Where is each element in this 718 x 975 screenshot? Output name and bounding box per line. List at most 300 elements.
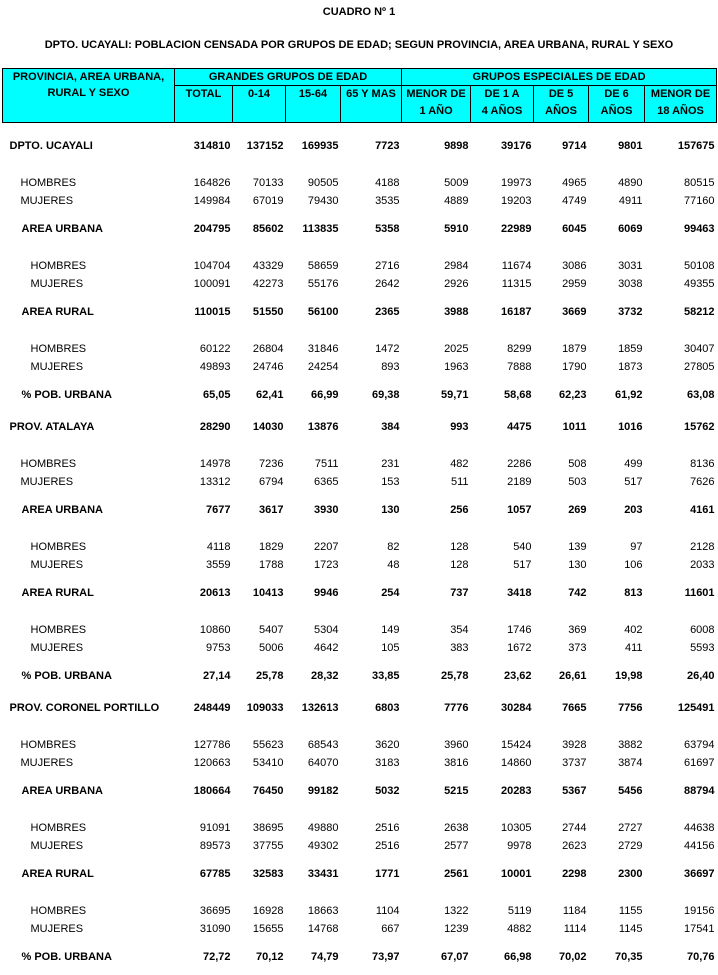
cell: 20283 xyxy=(500,785,532,797)
cell: 43329 xyxy=(252,260,284,272)
header-col-5-anos: DE 5 AÑOS xyxy=(534,86,589,123)
cell: 3620 xyxy=(375,739,400,751)
cell: 97 xyxy=(630,541,643,553)
cell: 7888 xyxy=(507,361,532,373)
table-row xyxy=(3,717,717,754)
cell: 53410 xyxy=(252,757,284,769)
table-row xyxy=(3,473,717,491)
cell: 2577 xyxy=(444,840,469,852)
table-row xyxy=(3,210,717,238)
cell: 6365 xyxy=(314,476,339,488)
cell: 2033 xyxy=(690,559,715,571)
cell: 14860 xyxy=(500,757,532,769)
cell: 55176 xyxy=(307,278,339,290)
row-label: HOMBRES xyxy=(20,177,77,189)
cell: 7236 xyxy=(259,458,284,470)
cell: 39176 xyxy=(500,140,532,152)
cell: 58212 xyxy=(683,306,715,318)
row-label: % POB. URBANA xyxy=(21,670,112,682)
cell: 88794 xyxy=(683,785,715,797)
cell: 90505 xyxy=(307,177,339,189)
header-col-menor-18-anos: MENOR DE 18 AÑOS xyxy=(645,86,717,123)
table-row xyxy=(3,238,717,275)
cell: 4890 xyxy=(618,177,643,189)
cell: 4118 xyxy=(206,541,231,553)
cell: 499 xyxy=(624,458,643,470)
cell: 104704 xyxy=(193,260,231,272)
table-row xyxy=(3,376,717,404)
cell: 11674 xyxy=(501,260,532,272)
cell: 9978 xyxy=(507,840,532,852)
cell: 5358 xyxy=(375,223,400,235)
cell: 3960 xyxy=(444,739,469,751)
cell: 13876 xyxy=(307,421,339,433)
cell: 10001 xyxy=(500,868,532,880)
cell: 3559 xyxy=(206,559,231,571)
header-col-0-14: 0-14 xyxy=(233,86,286,123)
cell: 113835 xyxy=(302,223,339,235)
cell: 204795 xyxy=(193,223,231,235)
cell: 44638 xyxy=(683,822,715,834)
cell: 26,40 xyxy=(687,670,715,682)
table-row xyxy=(3,883,717,920)
cell: 2729 xyxy=(618,840,643,852)
cell: 411 xyxy=(625,642,643,654)
cell: 1963 xyxy=(444,361,469,373)
cell: 61,92 xyxy=(615,389,643,401)
cell: 482 xyxy=(450,458,469,470)
cell: 3669 xyxy=(562,306,587,318)
cell: 76450 xyxy=(252,785,284,797)
row-label: HOMBRES xyxy=(20,739,77,751)
row-label: % POB. URBANA xyxy=(21,389,112,401)
row-label: HOMBRES xyxy=(30,905,87,917)
cell: 373 xyxy=(568,642,587,654)
cell: 105 xyxy=(381,642,400,654)
cell: 36695 xyxy=(199,905,231,917)
cell: 1829 xyxy=(259,541,284,553)
cell: 9714 xyxy=(562,140,587,152)
cell: 68543 xyxy=(307,739,339,751)
table-row xyxy=(3,556,717,574)
row-label: MUJERES xyxy=(20,757,74,769)
cell: 1771 xyxy=(375,868,400,880)
cell: 5119 xyxy=(507,905,532,917)
cell: 256 xyxy=(450,504,469,516)
cell: 23,62 xyxy=(504,670,532,682)
header-group-grandes: GRANDES GRUPOS DE EDAD xyxy=(175,69,402,86)
cell: 26,61 xyxy=(559,670,587,682)
census-table xyxy=(2,68,717,966)
cell: 6008 xyxy=(690,624,715,636)
cell: 10305 xyxy=(500,822,532,834)
cell: 3086 xyxy=(562,260,587,272)
cell: 125491 xyxy=(677,702,715,714)
row-label: MUJERES xyxy=(20,195,74,207)
cell: 3737 xyxy=(562,757,587,769)
header-col-65-y-mas: 65 Y MAS xyxy=(341,86,402,123)
table-row xyxy=(3,685,717,717)
cell: 2365 xyxy=(375,306,400,318)
cell: 1145 xyxy=(618,923,643,935)
table-header xyxy=(3,69,717,123)
cell: 99182 xyxy=(307,785,339,797)
header-stub-line1: PROVINCIA, AREA URBANA, xyxy=(12,71,165,83)
cell: 30284 xyxy=(500,702,532,714)
cell: 517 xyxy=(513,559,532,571)
cell: 51550 xyxy=(252,306,284,318)
cell: 5367 xyxy=(562,785,587,797)
cell: 354 xyxy=(450,624,469,636)
cell: 7665 xyxy=(562,702,587,714)
cell: 2516 xyxy=(375,822,400,834)
cell: 91091 xyxy=(199,822,231,834)
cell: 79430 xyxy=(307,195,339,207)
cell: 58659 xyxy=(307,260,339,272)
cell: 5910 xyxy=(444,223,469,235)
cell: 3418 xyxy=(507,587,532,599)
cell: 4889 xyxy=(444,195,469,207)
cell: 1239 xyxy=(444,923,469,935)
cell: 31090 xyxy=(199,923,231,935)
table-row xyxy=(3,436,717,473)
cell: 127786 xyxy=(193,739,231,751)
cell: 137152 xyxy=(246,140,284,152)
cell: 1672 xyxy=(507,642,532,654)
cell: 269 xyxy=(568,504,587,516)
cell: 3816 xyxy=(444,757,469,769)
row-label: DPTO. UCAYALI xyxy=(9,140,93,152)
cell: 60122 xyxy=(199,343,231,355)
cell: 44156 xyxy=(683,840,715,852)
cell: 9946 xyxy=(314,587,339,599)
header-col-menor-1-ano: MENOR DE 1 AÑO xyxy=(402,86,471,123)
cell: 69,38 xyxy=(372,389,400,401)
table-body xyxy=(3,123,717,967)
row-label: MUJERES xyxy=(30,840,84,852)
cell: 1879 xyxy=(562,343,587,355)
page-subtitle: DPTO. UCAYALI: POBLACION CENSADA POR GRUPOS DE EDAD; SEGUN PROVINCIA, AREA URBANA, RURAL Y SEXO xyxy=(44,39,674,51)
row-label: MUJERES xyxy=(30,642,84,654)
cell: 4882 xyxy=(507,923,532,935)
cell: 813 xyxy=(624,587,643,599)
cell: 3183 xyxy=(375,757,400,769)
cell: 25,78 xyxy=(255,670,284,682)
cell: 55623 xyxy=(252,739,284,751)
cell: 1322 xyxy=(444,905,469,917)
row-label: MUJERES xyxy=(30,361,84,373)
cell: 4749 xyxy=(562,195,587,207)
cell: 1859 xyxy=(618,343,643,355)
row-label: HOMBRES xyxy=(30,260,87,272)
cell: 106 xyxy=(624,559,643,571)
cell: 2207 xyxy=(314,541,339,553)
row-label: MUJERES xyxy=(30,559,84,571)
cell: 130 xyxy=(381,504,400,516)
cell: 1114 xyxy=(563,923,587,935)
table-row xyxy=(3,321,717,358)
cell: 7776 xyxy=(444,702,469,714)
cell: 7677 xyxy=(206,504,231,516)
cell: 742 xyxy=(568,587,587,599)
cell: 384 xyxy=(381,421,400,433)
cell: 1873 xyxy=(618,361,643,373)
cell: 82 xyxy=(387,541,400,553)
cell: 511 xyxy=(451,476,469,488)
cell: 25,78 xyxy=(441,670,469,682)
cell: 63,08 xyxy=(687,389,715,401)
row-label: PROV. CORONEL PORTILLO xyxy=(9,702,160,714)
cell: 19973 xyxy=(500,177,532,189)
cell: 64070 xyxy=(307,757,339,769)
cell: 1057 xyxy=(507,504,532,516)
cell: 22989 xyxy=(500,223,532,235)
header-stub xyxy=(3,69,175,123)
row-label: MUJERES xyxy=(30,278,84,290)
row-label: HOMBRES xyxy=(20,458,77,470)
cell: 383 xyxy=(450,642,469,654)
cell: 100091 xyxy=(193,278,231,290)
cell: 5407 xyxy=(259,624,284,636)
cell: 56100 xyxy=(307,306,339,318)
cell: 15762 xyxy=(683,421,715,433)
row-label: AREA RURAL xyxy=(21,306,94,318)
table-row xyxy=(3,293,717,321)
cell: 3038 xyxy=(618,278,643,290)
cell: 66,98 xyxy=(504,951,532,963)
cell: 203 xyxy=(624,504,643,516)
row-label: HOMBRES xyxy=(30,822,87,834)
row-label: HOMBRES xyxy=(30,343,87,355)
cell: 14978 xyxy=(199,458,231,470)
table-row xyxy=(3,855,717,883)
cell: 7626 xyxy=(690,476,715,488)
cell: 2638 xyxy=(444,822,469,834)
cell: 180664 xyxy=(193,785,231,797)
cell: 10413 xyxy=(252,587,284,599)
cell: 2959 xyxy=(562,278,587,290)
cell: 89573 xyxy=(199,840,231,852)
cell: 27805 xyxy=(683,361,715,373)
cell: 48 xyxy=(387,559,400,571)
row-label: PROV. ATALAYA xyxy=(9,421,95,433)
cell: 667 xyxy=(381,923,400,935)
cell: 5215 xyxy=(444,785,469,797)
cell: 2189 xyxy=(507,476,532,488)
cell: 16187 xyxy=(500,306,532,318)
cell: 1788 xyxy=(259,559,284,571)
cell: 1790 xyxy=(562,361,587,373)
cell: 2128 xyxy=(690,541,715,553)
cell: 33431 xyxy=(307,868,339,880)
cell: 10860 xyxy=(199,624,231,636)
cell: 70,02 xyxy=(559,951,587,963)
cell: 2623 xyxy=(562,840,587,852)
cell: 1746 xyxy=(507,624,532,636)
cell: 49302 xyxy=(307,840,339,852)
cell: 18663 xyxy=(307,905,339,917)
cell: 73,97 xyxy=(372,951,400,963)
cell: 2642 xyxy=(375,278,400,290)
cell: 7756 xyxy=(618,702,643,714)
header-stub-line2: RURAL Y SEXO xyxy=(47,87,130,99)
cell: 58,68 xyxy=(504,389,532,401)
table-row xyxy=(3,754,717,772)
cell: 32583 xyxy=(252,868,284,880)
cell: 67,07 xyxy=(441,951,469,963)
cell: 85602 xyxy=(252,223,284,235)
cell: 4161 xyxy=(690,504,715,516)
cell: 62,23 xyxy=(559,389,587,401)
cell: 13312 xyxy=(199,476,231,488)
cell: 149984 xyxy=(193,195,231,207)
cell: 9801 xyxy=(618,140,643,152)
row-label: AREA URBANA xyxy=(21,785,103,797)
row-label: AREA RURAL xyxy=(21,868,94,880)
cell: 2298 xyxy=(562,868,587,880)
cell: 3617 xyxy=(259,504,284,516)
cell: 77160 xyxy=(683,195,715,207)
cell: 128 xyxy=(450,541,469,553)
header-col-6-anos: DE 6 AÑOS xyxy=(589,86,645,123)
cell: 42273 xyxy=(252,278,284,290)
cell: 24254 xyxy=(307,361,339,373)
cell: 72,72 xyxy=(202,951,231,963)
cell: 369 xyxy=(568,624,587,636)
cell: 517 xyxy=(624,476,643,488)
cell: 50108 xyxy=(683,260,715,272)
cell: 503 xyxy=(568,476,587,488)
cell: 3928 xyxy=(562,739,587,751)
table-row xyxy=(3,657,717,685)
cell: 6803 xyxy=(375,702,400,714)
cell: 80515 xyxy=(683,177,715,189)
cell: 130 xyxy=(568,559,587,571)
table-row xyxy=(3,574,717,602)
header-col-15-64: 15-64 xyxy=(286,86,341,123)
cell: 314810 xyxy=(193,140,231,152)
cell: 20613 xyxy=(199,587,231,599)
cell: 63794 xyxy=(683,739,715,751)
cell: 24746 xyxy=(252,361,284,373)
cell: 3882 xyxy=(618,739,643,751)
row-label: HOMBRES xyxy=(30,541,87,553)
table-row xyxy=(3,491,717,519)
cell: 164826 xyxy=(193,177,231,189)
cell: 231 xyxy=(381,458,400,470)
cell: 2984 xyxy=(444,260,469,272)
cell: 7511 xyxy=(314,458,339,470)
header-group-especiales: GRUPOS ESPECIALES DE EDAD xyxy=(402,69,717,86)
cell: 26804 xyxy=(252,343,284,355)
cell: 59,71 xyxy=(441,389,469,401)
cell: 8136 xyxy=(690,458,715,470)
row-label: AREA URBANA xyxy=(21,504,103,516)
cell: 1011 xyxy=(562,421,587,433)
cell: 3930 xyxy=(314,504,339,516)
cell: 993 xyxy=(450,421,469,433)
cell: 737 xyxy=(450,587,469,599)
cell: 11315 xyxy=(501,278,532,290)
cell: 893 xyxy=(381,361,400,373)
cell: 5593 xyxy=(690,642,715,654)
cell: 19156 xyxy=(683,905,715,917)
cell: 4965 xyxy=(562,177,587,189)
cell: 28,32 xyxy=(310,670,339,682)
cell: 254 xyxy=(381,587,400,599)
cell: 1472 xyxy=(375,343,400,355)
cell: 1723 xyxy=(314,559,339,571)
cell: 67785 xyxy=(199,868,231,880)
row-label: AREA RURAL xyxy=(21,587,94,599)
cell: 14030 xyxy=(252,421,284,433)
cell: 139 xyxy=(568,541,587,553)
cell: 5304 xyxy=(314,624,339,636)
cell: 2300 xyxy=(618,868,643,880)
cell: 3031 xyxy=(618,260,643,272)
cell: 37755 xyxy=(252,840,284,852)
table-row xyxy=(3,837,717,855)
cell: 153 xyxy=(381,476,400,488)
row-label: HOMBRES xyxy=(30,624,87,636)
cell: 157675 xyxy=(677,140,715,152)
cell: 9898 xyxy=(444,140,469,152)
cell: 33,85 xyxy=(372,670,400,682)
cell: 70,12 xyxy=(255,951,284,963)
table-row xyxy=(3,275,717,293)
cell: 4642 xyxy=(314,642,339,654)
cell: 15655 xyxy=(252,923,284,935)
cell: 28290 xyxy=(199,421,231,433)
cell: 508 xyxy=(568,458,587,470)
cell: 5032 xyxy=(375,785,400,797)
row-label: % POB. URBANA xyxy=(21,951,112,963)
cell: 8299 xyxy=(507,343,532,355)
cell: 2727 xyxy=(618,822,643,834)
cell: 49355 xyxy=(683,278,715,290)
cell: 11601 xyxy=(684,587,715,599)
cell: 4475 xyxy=(507,421,532,433)
cell: 128 xyxy=(450,559,469,571)
cell: 74,79 xyxy=(310,951,339,963)
cell: 67019 xyxy=(252,195,284,207)
cell: 30407 xyxy=(683,343,715,355)
cell: 109033 xyxy=(246,702,284,714)
cell: 19203 xyxy=(500,195,532,207)
cell: 17541 xyxy=(683,923,715,935)
row-label: MUJERES xyxy=(30,923,84,935)
cell: 110015 xyxy=(194,306,231,318)
cell: 70133 xyxy=(252,177,284,189)
table-row xyxy=(3,772,717,800)
header-col-total: TOTAL xyxy=(175,86,233,123)
cell: 2744 xyxy=(562,822,587,834)
table-row xyxy=(3,404,717,436)
cell: 5006 xyxy=(259,642,284,654)
cell: 9753 xyxy=(206,642,231,654)
table-row xyxy=(3,938,717,966)
cell: 2926 xyxy=(444,278,469,290)
cell: 2025 xyxy=(444,343,469,355)
cell: 4188 xyxy=(375,177,400,189)
table-row xyxy=(3,192,717,210)
cell: 15424 xyxy=(500,739,532,751)
cell: 36697 xyxy=(683,868,715,880)
cell: 2286 xyxy=(507,458,532,470)
cell: 540 xyxy=(513,541,532,553)
cell: 5456 xyxy=(618,785,643,797)
header-col-1-a-4-anos: DE 1 A 4 AÑOS xyxy=(471,86,534,123)
